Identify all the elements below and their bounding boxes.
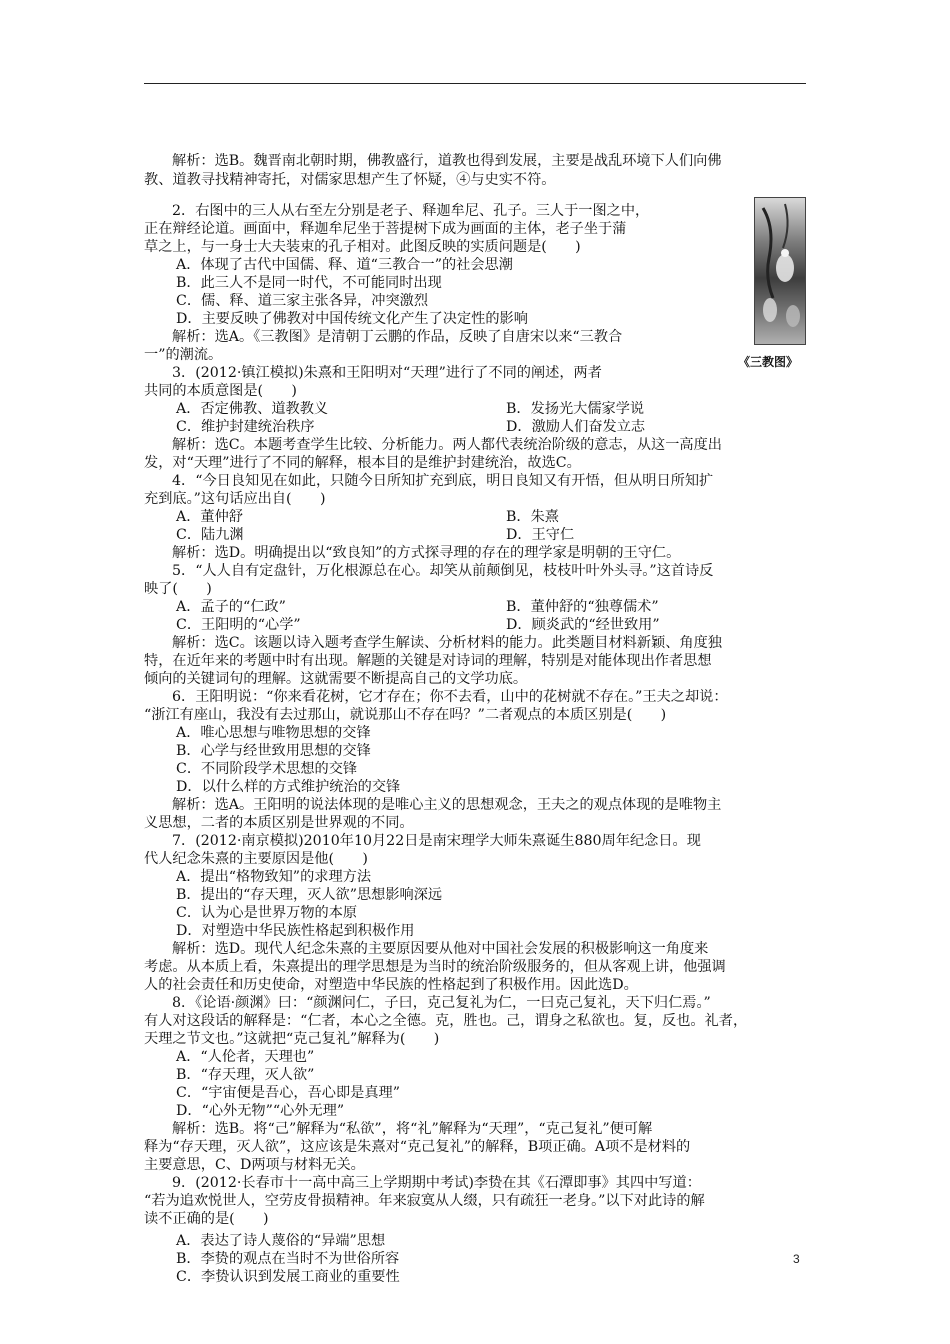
text-line: C．不同阶段学术思想的交锋 [176, 761, 358, 777]
text-line: 考虑。从本质上看，朱熹提出的理学思想是为当时的统治阶级服务的，但从客观上讲，他强调 [144, 959, 726, 975]
text-line: 主要意思，C、D两项与材料无关。 [144, 1157, 365, 1173]
text-line: D．以什么样的方式维护统治的交锋 [176, 779, 401, 795]
text-line: 充到底。”这句话应出自( ) [144, 491, 326, 507]
text-line: 解析：选B。魏晋南北朝时期，佛教盛行，道教也得到发展，主要是战乱环境下人们向佛 [172, 153, 722, 169]
page-number: 3 [793, 1252, 800, 1266]
text-line: 有人对这段话的解释是：“仁者，本心之全德。克，胜也。己，谓身之私欲也。复，反也。礼者， [144, 1013, 748, 1029]
q5-option-right: B．董仲舒的“独尊儒术” [506, 599, 659, 615]
text-line: 8．《论语·颜渊》曰：“颜渊问仁，子曰，克己复礼为仁，一曰克己复礼，天下归仁焉。” [172, 995, 711, 1011]
q4-option-right: B．朱熹 [506, 509, 559, 525]
three-teachings-painting [754, 197, 806, 345]
header-rule [144, 83, 806, 84]
text-line: “若为追欢悦世人，空劳皮骨损精神。年来寂寞从人缀，只有疏狂一老身。”以下对此诗的解 [144, 1193, 705, 1209]
text-line: C．“宇宙便是吾心，吾心即是真理” [176, 1085, 400, 1101]
q3-option-left: A．否定佛教、道教教义 [176, 401, 329, 417]
q4-option-right: D．王守仁 [506, 527, 575, 543]
text-line: B．李贽的观点在当时不为世俗所容 [176, 1251, 400, 1267]
text-line: 3．(2012·镇江模拟)朱熹和王阳明对“天理”进行了不同的阐述，两者 [172, 365, 602, 381]
text-line: 解析：选A。王阳明的说法体现的是唯心主义的思想观念，王夫之的观点体现的是唯物主 [172, 797, 722, 813]
text-line: A．唯心思想与唯物思想的交锋 [176, 725, 371, 741]
text-line: 草之上，与一身士大夫装束的孔子相对。此图反映的实质问题是( ) [144, 239, 581, 255]
q4-option-left: C．陆九渊 [176, 527, 244, 543]
text-line: 发，对“天理”进行了不同的解释，根本目的是维护封建统治，故选C。 [144, 455, 581, 471]
text-line: D．“心外无物”“心外无理” [176, 1103, 345, 1119]
text-line: 特，在近年来的考题中时有出现。解题的关键是对诗词的理解，特别是对能体现出作者思想 [144, 653, 712, 669]
text-line: 5．“人人自有定盘针，万化根源总在心。却笑从前颠倒见，枝枝叶叶外头寻。”这首诗反 [172, 563, 714, 579]
text-line: 解析：选D。明确提出以“致良知”的方式探寻理的存在的理学家是明朝的王守仁。 [172, 545, 681, 561]
text-line: 正在辩经论道。画面中，释迦牟尼坐于菩提树下成为画面的主体，老子坐于蒲 [144, 221, 627, 237]
q5-option-right: D．顾炎武的“经世致用” [506, 617, 660, 633]
text-line: 7．(2012·南京模拟)2010年10月22日是南宋理学大师朱熹诞生880周年纪念日。现 [172, 833, 701, 849]
text-line: A．表达了诗人蔑俗的“异端”思想 [176, 1233, 386, 1249]
text-line: 代人纪念朱熹的主要原因是他( ) [144, 851, 368, 867]
text-line: B．提出的“存天理，灭人欲”思想影响深远 [176, 887, 443, 903]
text-line: 解析：选C。该题以诗入题考查学生解读、分析材料的能力。此类题目材料新颖、角度独 [172, 635, 722, 651]
text-line: 解析：选A。《三教图》是清朝丁云鹏的作品，反映了自唐宋以来“三教合 [172, 329, 623, 345]
q5-option-left: C．王阳明的“心学” [176, 617, 301, 633]
text-line: 解析：选D。现代人纪念朱熹的主要原因要从他对中国社会发展的积极影响这一角度来 [172, 941, 709, 957]
q3-option-left: C．维护封建统治秩序 [176, 419, 315, 435]
q3-option-right: D．激励人们奋发立志 [506, 419, 646, 435]
text-line: A．提出“格物致知”的求理方法 [176, 869, 372, 885]
text-line: 9．(2012·长春市十一高中高三上学期期中考试)李贽在其《石潭即事》其四中写道： [172, 1175, 701, 1191]
q3-option-right: B．发扬光大儒家学说 [506, 401, 645, 417]
text-line: 释为“存天理，灭人欲”，这应该是朱熹对“克己复礼”的解释，B项正确。A项不是材料的 [144, 1139, 691, 1155]
text-line: 解析：选B。将“己”解释为“私欲”，将“礼”解释为“天理”，“克己复礼”便可解 [172, 1121, 653, 1137]
q4-option-left: A．董仲舒 [176, 509, 243, 525]
text-line: D．主要反映了佛教对中国传统文化产生了决定性的影响 [176, 311, 528, 327]
text-line: B．心学与经世致用思想的交锋 [176, 743, 371, 759]
text-line: 2．右图中的三人从右至左分别是老子、释迦牟尼、孔子。三人于一图之中， [172, 203, 650, 219]
text-line: 读不正确的是( ) [144, 1211, 269, 1227]
text-line: C．儒、释、道三家主张各异，冲突激烈 [176, 293, 429, 309]
text-line: 教、道教寻找精神寄托，对儒家思想产生了怀疑，④与史实不符。 [144, 172, 556, 188]
text-line: 倾向的关键词句的理解。这就需要不断提高自己的文学功底。 [144, 671, 528, 687]
text-line: C．认为心是世界万物的本原 [176, 905, 358, 921]
text-line: 天理之节文也。”这就把“克己复礼”解释为( ) [144, 1031, 440, 1047]
text-line: B．此三人不是同一时代，不可能同时出现 [176, 275, 442, 291]
text-line: 4．“今日良知见在如此，只随今日所知扩充到底，明日良知又有开悟，但从明日所知扩 [172, 473, 714, 489]
text-line: A．体现了古代中国儒、释、道“三教合一”的社会思潮 [176, 257, 513, 273]
q5-option-left: A．孟子的“仁政” [176, 599, 286, 615]
text-line: B．“存天理，灭人欲” [176, 1067, 315, 1083]
text-line: 义思想，二者的本质区别是世界观的不同。 [144, 815, 414, 831]
text-line: 解析：选C。本题考查学生比较、分析能力。两人都代表统治阶级的意志，从这一高度出 [172, 437, 722, 453]
text-line: C．李贽认识到发展工商业的重要性 [176, 1269, 400, 1285]
text-line: “浙江有座山，我没有去过那山，就说那山不存在吗？”二者观点的本质区别是( ) [144, 707, 667, 723]
text-line: 6．王阳明说：“你来看花树，它才存在；你不去看，山中的花树就不存在。”王夫之却说： [172, 689, 728, 705]
text-line: D．对塑造中华民族性格起到积极作用 [176, 923, 415, 939]
text-line: 人的社会责任和历史使命，对塑造中华民族的性格起到了积极作用。因此选D。 [144, 977, 638, 993]
text-line: 共同的本质意图是( ) [144, 383, 297, 399]
text-line: A．“人伦者，天理也” [176, 1049, 315, 1065]
figure-caption: 《三教图》 [738, 355, 799, 369]
text-line: 一”的潮流。 [144, 347, 223, 363]
text-line: 映了( ) [144, 581, 212, 597]
